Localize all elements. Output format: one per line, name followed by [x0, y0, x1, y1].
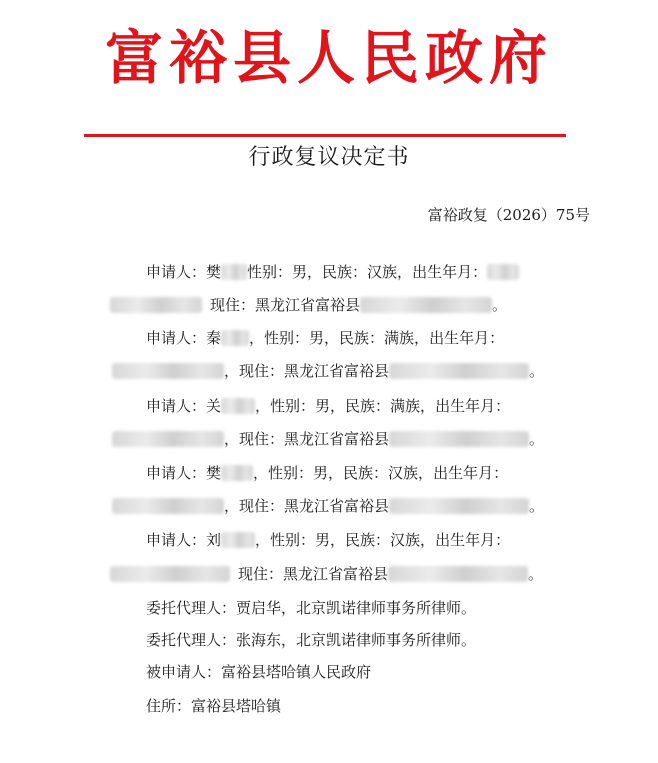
redacted-address — [389, 498, 529, 514]
ethnicity-text: 民族：汉族， — [343, 464, 434, 482]
redacted-birth — [110, 566, 230, 582]
redacted-name — [221, 264, 247, 280]
applicant-residence-line — [110, 295, 507, 315]
gender-text: ，性别：男， — [255, 397, 346, 415]
government-header: 富裕县人民政府 — [104, 24, 553, 92]
end-punct: 。 — [529, 362, 545, 380]
end-punct: 。 — [492, 296, 508, 314]
respondent-address-line: 住所：富裕县塔哈镇 — [146, 697, 282, 715]
redacted-name — [221, 465, 253, 481]
applicant-name: 樊 — [206, 263, 222, 281]
redacted-name — [221, 398, 255, 414]
redacted-name — [221, 532, 255, 548]
applicant-line — [146, 328, 504, 348]
ethnicity-text: 民族：满族， — [339, 329, 430, 347]
applicant-line — [146, 396, 510, 416]
gender-text: ，性别：男， — [249, 329, 340, 347]
applicant-name: 樊 — [206, 464, 222, 482]
applicant-label: 申请人： — [146, 397, 207, 415]
applicant-name: 秦 — [206, 329, 222, 347]
residence-text: ，现住：黑龙江省富裕县 — [224, 430, 390, 448]
applicant-label: 申请人： — [146, 329, 207, 347]
redacted-name — [221, 330, 249, 346]
end-punct: 。 — [529, 430, 545, 448]
redacted-address — [360, 297, 492, 313]
applicant-residence-line — [112, 361, 544, 381]
document-type-title: 行政复议决定书 — [248, 145, 410, 170]
applicant-residence-line — [110, 564, 543, 584]
red-divider — [84, 134, 566, 137]
redacted-birth — [112, 363, 224, 379]
applicant-label: 申请人： — [146, 263, 207, 281]
applicant-name: 刘 — [206, 531, 222, 549]
residence-text: ，现住：黑龙江省富裕县 — [224, 362, 390, 380]
redacted-birth — [110, 297, 202, 313]
birth-label: 出生年月： — [435, 531, 511, 549]
birth-label: 出生年月： — [429, 329, 505, 347]
redacted-birth — [487, 264, 519, 280]
applicant-label: 申请人： — [146, 464, 207, 482]
residence-text: ，现住：黑龙江省富裕县 — [224, 497, 390, 515]
end-punct: 。 — [528, 565, 544, 583]
applicant-residence-line — [112, 429, 544, 449]
gender-text: ，性别：男， — [253, 464, 344, 482]
residence-text: 现住：黑龙江省富裕县 — [238, 565, 389, 583]
redacted-address — [388, 566, 528, 582]
applicant-name: 关 — [206, 397, 222, 415]
birth-label: 出生年月： — [412, 263, 488, 281]
applicant-label: 申请人： — [146, 531, 207, 549]
agent-line: 委托代理人：贾启华，北京凯诺律师事务所律师。 — [146, 599, 477, 617]
applicant-residence-line — [112, 496, 544, 516]
applicant-line — [146, 463, 508, 483]
residence-text: 现住：黑龙江省富裕县 — [210, 296, 361, 314]
redacted-address — [389, 363, 529, 379]
redacted-address — [389, 431, 529, 447]
birth-label: 出生年月： — [433, 464, 509, 482]
ethnicity-text: 民族：满族， — [345, 397, 436, 415]
gender-text: 性别：男， — [247, 263, 323, 281]
ethnicity-text: 民族：汉族， — [345, 531, 436, 549]
redacted-birth — [112, 498, 224, 514]
gender-text: ，性别：男， — [255, 531, 346, 549]
applicant-line — [146, 530, 510, 550]
end-punct: 。 — [529, 497, 545, 515]
birth-label: 出生年月： — [435, 397, 511, 415]
ethnicity-text: 民族：汉族， — [322, 263, 413, 281]
respondent-line: 被申请人：富裕县塔哈镇人民政府 — [146, 663, 372, 681]
applicant-line — [146, 262, 519, 282]
document-number: 富裕政复（2026）75号 — [427, 206, 590, 224]
agent-line: 委托代理人：张海东，北京凯诺律师事务所律师。 — [146, 631, 477, 649]
redacted-birth — [112, 431, 224, 447]
